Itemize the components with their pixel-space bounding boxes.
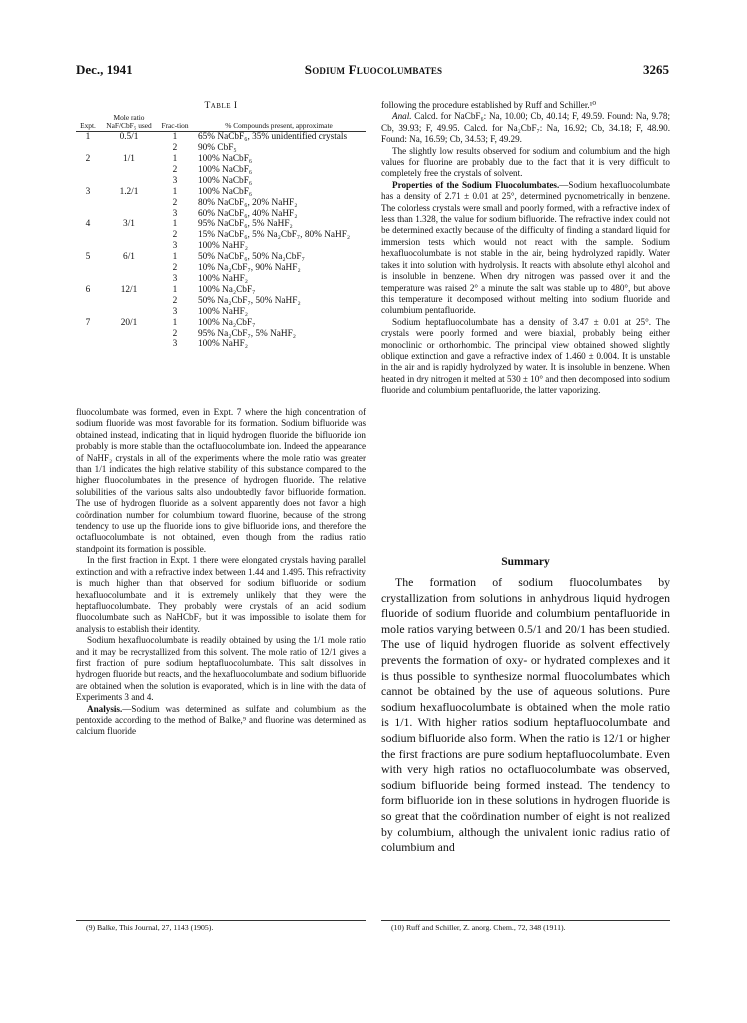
cell-expt	[76, 296, 100, 307]
cell-compounds: 100% NaCbF₆	[198, 186, 253, 197]
cell-expt	[76, 307, 100, 318]
cell-ratio	[100, 165, 158, 176]
cell-compounds: 60% NaCbF₆, 40% NaHF₂	[198, 208, 298, 219]
cell-fraction: 3	[172, 175, 178, 186]
table-body	[76, 132, 366, 351]
paragraph: The slightly low results observed for sodium and columbium and the high values for fluorine are probably due to the fact that it is very difficult to completely free the crystals of solvent.	[381, 145, 670, 179]
cell-expt	[76, 176, 100, 187]
running-header-title: Sodium Fluocolumbates	[304, 62, 443, 77]
cell-expt	[76, 339, 100, 350]
cell-ratio: 3/1	[123, 219, 135, 230]
cell-expt	[76, 165, 100, 176]
run-in-heading: Analysis.	[87, 703, 123, 714]
table-row	[76, 143, 366, 154]
cell-fraction: 3	[172, 339, 178, 350]
cell-compounds: 95% Na₂CbF₇, 5% NaHF₂	[198, 328, 297, 339]
paragraph: In the first fraction in Expt. 1 there were elongated crystals having parallel extinction and with a refractive index between 1.44 and 1.495. This refractivity is much higher than that observed for sodium bifluoride or sodium hexafluocolumbate and it is extremely unlikely that they were the heptafluocolumbate. They probably were crystals of an acid sodium fluocolumbate such as NaHCbF₇ but it was impossible to isolate them for analysis to establish their identity.	[76, 555, 366, 634]
run-in-heading: Properties of the Sodium Fluocolumbates.	[392, 179, 560, 190]
cell-expt: 3	[85, 186, 91, 197]
cell-fraction: 2	[172, 197, 178, 208]
cell-ratio: 1/1	[123, 154, 135, 164]
cell-ratio	[100, 198, 158, 209]
running-header-date: Dec., 1941	[76, 62, 133, 77]
cell-compounds: 50% Na₂CbF₇, 50% NaHF₂	[198, 295, 301, 306]
paragraph-text: —Sodium was determined as sulfate and columbium as the pentoxide according to the method of Balke,⁹ and fluorine was determined as calcium fluoride	[76, 703, 366, 737]
footnote	[381, 920, 670, 933]
cell-expt: 6	[85, 284, 91, 295]
footnote-text: (9) Balke, This Journal, 27, 1143 (1905).	[86, 923, 214, 932]
cell-ratio	[100, 307, 158, 318]
paragraph-text: Calcd. for NaCbF₆: Na, 10.00; Cb, 40.14; F, 49.59. Found: Na, 9.78; Cb, 39.93; F, 49.95. Calcd. for Na₂CbF₇: Na, 16.92; Cb, 34.18; F, 48.90. Found: Na, 16.59; Cb, 34.53; F, 49.29.	[381, 111, 670, 145]
cell-fraction: 2	[172, 295, 178, 306]
cell-ratio: 6/1	[123, 252, 135, 263]
cell-ratio	[100, 329, 158, 340]
table-row	[76, 329, 366, 340]
cell-expt	[76, 198, 100, 209]
cell-compounds: 100% NaHF₂	[198, 306, 248, 317]
cell-ratio	[100, 263, 158, 274]
compounds-table	[76, 114, 366, 350]
paragraph: following the procedure established by Ruff and Schiller.¹⁰	[381, 100, 597, 110]
table-row	[76, 132, 366, 143]
cell-compounds: 15% NaCbF₆, 5% Na₂CbF₇, 80% NaHF₂	[198, 230, 351, 241]
paragraph	[381, 180, 670, 317]
table-header-fraction: Frac-tion	[158, 114, 192, 132]
paragraph: fluocolumbate was formed, even in Expt. 7 where the high concentration of sodium fluoride was most favorable for its formation. Sodium bifluoride was obtained instead, indicating that in liquid hydrogen fluoride the bifluoride ion probably is more stable than the octafluocolumbate ion. Indeed the appearance of NaHF₂ crystals in all of the experiments where the mole ratio was greater than 1/1 indicates the high relative stability of this substance compared to the higher fluocolumbates in the presence of hydrogen fluoride. The relative solubilities of the various salts also undoubtedly favor bifluoride formation. The use of hydrogen fluoride as a solvent apparently does not favor a high coördination number for columbium toward fluorine, because of the strong tendency to use up the fluoride ions to give bifluoride ions, and therefore the octafluocolumbate is not obtained, even though from the radius ratio standpoint its formation is possible.	[76, 407, 366, 554]
cell-ratio	[100, 143, 158, 154]
cell-fraction: 1	[172, 186, 178, 197]
cell-fraction: 2	[172, 263, 178, 274]
cell-compounds: 100% NaCbF₆	[198, 175, 253, 186]
cell-compounds: 50% NaCbF₆, 50% Na₂CbF₇	[198, 252, 305, 263]
cell-fraction: 3	[172, 306, 178, 317]
cell-fraction: 2	[172, 230, 178, 241]
cell-compounds: 100% Na₂CbF₇	[198, 317, 256, 328]
cell-expt: 1	[85, 132, 91, 143]
cell-compounds: 95% NaCbF₆, 5% NaHF₂	[198, 219, 293, 230]
footnote	[76, 920, 366, 933]
cell-compounds: 90% CbF₅	[198, 143, 237, 154]
paragraph-text: —Sodium hexafluocolumbate has a density of 2.71 ± 0.01 at 25°, determined pycnometrically in benzene. The colorless crystals were small and poorly formed, with a refractive index of less than 1.328, the value for sodium bifluoride. The refractive index could not be determined exactly because of the difficulty of finding a standard liquid for immersion tests which would not react with the sample. Sodium hexafluocolumbate is not stable in the air, being hydrolyzed rapidly. Water takes it into solution with hydrolysis. It reacts with absolute ethyl alcohol and is insoluble in benzene. When dry nitrogen was passed over it and the temperature was raised 2° a minute the salt was stable up to 480°, but above this temperature it decomposed without melting into sodium fluoride and columbium pentafluoride.	[381, 179, 670, 316]
cell-fraction: 3	[172, 208, 178, 219]
cell-compounds: 80% NaCbF₆, 20% NaHF₂	[198, 197, 298, 208]
summary-text	[381, 575, 670, 856]
cell-fraction: 2	[172, 328, 178, 339]
cell-fraction: 2	[172, 164, 178, 175]
table-row	[76, 209, 366, 220]
cell-expt	[76, 274, 100, 285]
cell-expt	[76, 263, 100, 274]
paragraph: The formation of sodium fluocolumbates by crystallization from solutions in anhydrous liquid hydrogen fluoride of sodium fluoride and columbium pentafluoride in mole ratios varying between 0.5/1 and 20/1 has been studied. The use of liquid hydrogen fluoride as solvent effectively prevents the formation of oxy- or hydrated complexes and it is thus possible to synthesize normal fluocolumbates which cannot be obtained by the use of aqueous solutions. Pure sodium hexafluocolumbate is obtained when the mole ratio is 1/1. With higher ratios sodium heptafluocolumbate and sodium bifluoride also form. When the ratio is 12/1 or higher the first fractions are pure sodium heptafluocolumbate. Even with very high ratios no octafluocolumbate was observed, sodium bifluoride being formed instead. The tendency to form bifluoride ion in these solutions in hydrogen fluoride is so great that the coördination number of eight is not realized by columbium, although the univalent ionic radius ratio of columbium and	[381, 575, 670, 855]
cell-compounds: 100% NaHF₂	[198, 339, 248, 350]
paragraph: Sodium heptafluocolumbate has a density of 3.47 ± 0.01 at 25°. The crystals were poorly formed and were biaxial, probably being either monoclinic or orthorhombic. The principal view obtained showed slightly oblique extinction and gave a refractive index of 1.460 ± 0.004. It is unstable in the air and is rapidly hydrolyzed by water. It is insoluble in benzene. When heated in dry nitrogen it melted at 530 ± 10° and then decomposed into sodium fluoride and columbium pentafluoride, the latter vaporizing.	[381, 316, 670, 396]
table-row	[76, 285, 366, 296]
cell-ratio	[100, 296, 158, 307]
cell-ratio	[100, 230, 158, 241]
cell-ratio	[100, 241, 158, 252]
table-row	[76, 241, 366, 252]
table-row	[76, 176, 366, 187]
table-row	[76, 274, 366, 285]
run-in-heading: Anal.	[392, 111, 412, 122]
table-row	[76, 154, 366, 165]
cell-fraction: 1	[172, 154, 178, 164]
table-row	[76, 296, 366, 307]
cell-ratio	[100, 209, 158, 220]
table-row	[76, 187, 366, 198]
cell-compounds: 100% Na₂CbF₇	[198, 284, 256, 295]
table-header-expt: Expt.	[76, 114, 100, 132]
cell-compounds: 100% NaHF₂	[198, 273, 248, 284]
cell-fraction: 1	[172, 219, 178, 230]
summary-heading: Summary	[501, 556, 550, 568]
cell-ratio	[100, 176, 158, 187]
cell-fraction: 3	[172, 273, 178, 284]
cell-fraction: 1	[172, 132, 178, 143]
table-header-ratio: Mole ratio NaF/CbF₅ used	[100, 114, 158, 132]
left-column-text	[76, 407, 366, 738]
page-number: 3265	[643, 62, 669, 77]
table-row	[76, 307, 366, 318]
table-row	[76, 198, 366, 209]
cell-expt: 5	[85, 252, 91, 263]
table-row	[76, 263, 366, 274]
table-row	[76, 230, 366, 241]
cell-ratio	[100, 274, 158, 285]
table-header-compounds: % Compounds present, approximate	[192, 114, 366, 132]
cell-compounds: 100% NaHF₂	[198, 241, 248, 252]
cell-expt	[76, 241, 100, 252]
cell-ratio: 12/1	[120, 284, 138, 295]
cell-expt: 7	[85, 317, 91, 328]
table-row	[76, 165, 366, 176]
cell-fraction: 1	[172, 284, 178, 295]
table-row	[76, 318, 366, 329]
cell-expt	[76, 143, 100, 154]
paragraph	[381, 111, 670, 145]
cell-ratio: 20/1	[120, 317, 138, 328]
table-row	[76, 219, 366, 230]
footnote-text: (10) Ruff and Schiller, Z. anorg. Chem., 72, 348 (1911).	[391, 923, 566, 932]
table-row	[76, 252, 366, 263]
cell-fraction: 2	[172, 143, 178, 154]
paragraph	[76, 704, 366, 738]
cell-fraction: 1	[172, 317, 178, 328]
table-row	[76, 339, 366, 350]
cell-ratio: 1.2/1	[119, 186, 139, 197]
table-caption: Table I	[204, 101, 238, 111]
cell-compounds: 10% Na₂CbF₇, 90% NaHF₂	[198, 263, 301, 274]
cell-compounds: 100% NaCbF₆	[198, 164, 253, 175]
cell-fraction: 3	[172, 241, 178, 252]
cell-expt	[76, 209, 100, 220]
cell-ratio: 0.5/1	[119, 132, 139, 143]
cell-expt	[76, 329, 100, 340]
cell-fraction: 1	[172, 252, 178, 263]
right-column-text	[381, 100, 670, 397]
cell-ratio	[100, 339, 158, 350]
cell-compounds: 100% NaCbF₆	[198, 154, 253, 164]
cell-expt: 2	[85, 154, 91, 164]
cell-compounds: 65% NaCbF₆, 35% unidentified crystals	[198, 132, 348, 143]
paragraph: Sodium hexafluocolumbate is readily obtained by using the 1/1 mole ratio and it may be recrystallized from this solvent. The mole ratio of 12/1 gives a first fraction of pure sodium heptafluocolumbate. This salt dissolves in hydrogen fluoride but reacts, and the hexafluocolumbate and sodium bifluoride are obtained when the solution is evaporated, which is in line with the data of Experiments 3 and 4.	[76, 635, 366, 703]
cell-expt: 4	[85, 219, 91, 230]
cell-expt	[76, 230, 100, 241]
